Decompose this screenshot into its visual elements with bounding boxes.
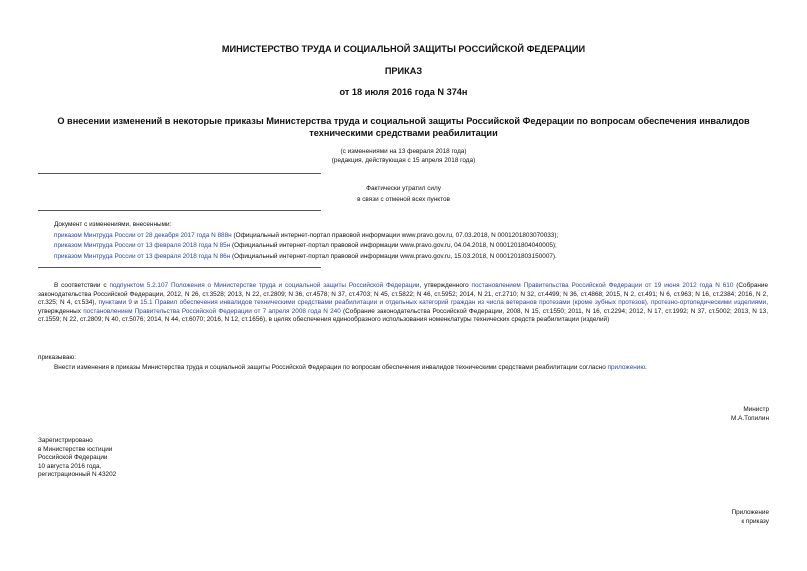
appendix-label: [732, 509, 769, 526]
document-date-number: от 18 июля 2016 года N 374н: [339, 87, 468, 97]
amendment-source: (Официальный интернет-портал правовой информации www.pravo.gov.ru, 15.03.2018, N 0001201803150007).: [230, 252, 557, 260]
appendix-line: Приложение: [731, 509, 769, 516]
registration-line: регистрационный N 43202: [38, 471, 117, 479]
registration-line: Российской Федерации: [38, 454, 108, 462]
regulation-link[interactable]: подпунктом 5.2.107 Положения о Министерстве труда и социальной защиты Российской Федерации: [109, 282, 420, 289]
document-title-line-1: О внесении изменений в некоторые приказы Министерства труда и социальной защиты Российской Федерации по вопросам обеспечения инвалидов: [57, 116, 750, 126]
status-line-2: в связи с отменой всех пунктов: [357, 196, 450, 203]
amendment-link[interactable]: приказом Минтруда России от 13 февраля 2018 года N 85н: [54, 242, 231, 250]
registration-line: Зарегистрировано: [38, 437, 93, 444]
text-run: (Собрание законодательства Российской Федерации, 2012, N 26, ст.3528; 2013, N 22, ст.2809; N 36, ст.4578; N 37, ст.4703; N 45, ст.5822; N 46, ст.5952; 2014, N 21, ст.2710; N 32, ст.4499; N 36, ст.4868; 2015, N 2, ст.491; N 6, ст.963; N 16, ст.2384; 2016, N 2, ст.325; N 4, ст.534),: [38, 282, 769, 307]
appendix-line: к приказу: [741, 517, 769, 525]
appendix-link[interactable]: приложению: [607, 364, 646, 371]
registration-block: [38, 437, 116, 480]
amendment-item: [54, 232, 774, 241]
clause-9-link[interactable]: пунктами 9: [98, 299, 132, 307]
document-title-line-2: техническими средствами реабилитации: [309, 128, 498, 138]
text-run: , утвержденных: [38, 299, 769, 315]
preamble-paragraph: [38, 282, 768, 325]
text-run: и: [131, 299, 141, 307]
ministry-heading: МИНИСТЕРСТВО ТРУДА И СОЦИАЛЬНОЙ ЗАЩИТЫ РОССИЙСКОЙ ФЕДЕРАЦИИ: [221, 44, 586, 54]
amendment-source: (Официальный интернет-портал правовой информации www.pravo.gov.ru, 04.04.2018, N 0001201804040005);: [230, 242, 557, 250]
signature-block: [731, 406, 769, 423]
amendment-item: [54, 253, 774, 262]
text-run: В соответствии с: [54, 282, 110, 289]
amendments-heading: Документ с изменениями, внесенными:: [54, 221, 172, 228]
text-run: (Собрание законодательства Российской Федерации, 2008, N 15, ст.1550; 2011, N 16, ст.2294; 2012, N 17, ст.1992; N 37, ст.5002; 2013, N 13, ст.1559; N 22, ст.2809; N 40, ст.5076; 2014, N 44, ст.6070; 2016, N 12, ст.1656), в целях обеспечения единообразного использования номенклатуры технических средств реабилитации (изделий): [38, 307, 769, 324]
amendment-item: [54, 242, 774, 251]
decree-240-link[interactable]: постановлением Правительства Российской Федерации от 7 апреля 2008 года N 240: [83, 307, 341, 315]
order-paragraph: [38, 364, 768, 373]
document-type: ПРИКАЗ: [384, 66, 423, 76]
amendment-link[interactable]: приказом Минтруда России от 28 декабря 2017 года N 888н: [54, 231, 232, 239]
signatory-position: Министр: [743, 406, 769, 413]
text-run: , утвержденного: [419, 282, 472, 289]
text-run: .: [645, 364, 647, 371]
clause-15-1-link[interactable]: 15.1: [140, 299, 153, 307]
changes-note: (с изменениями на 13 февраля 2018 года): [340, 148, 467, 155]
edition-note: (редакция, действующая с 15 апреля 2018 года): [331, 157, 476, 164]
order-word: приказываю:: [38, 354, 76, 361]
registration-line: в Министерстве юстиции: [38, 445, 113, 453]
divider: [38, 210, 321, 211]
status-line-1: Фактически утратил силу: [366, 185, 441, 192]
amendment-source: (Официальный интернет-портал правовой информации www.pravo.gov.ru, 07.03.2018, N 0001201803070033);: [231, 231, 559, 239]
text-run: Внести изменения в приказы Министерства труда и социальной защиты Российской Федерации по вопросам обеспечения инвалидов техническими средствами реабилитации согласно: [54, 364, 608, 371]
signatory-name: М.А.Топилин: [731, 414, 769, 422]
divider: [38, 173, 321, 174]
divider: [38, 267, 321, 268]
document-title: [0, 115, 807, 139]
rules-link[interactable]: Правил обеспечения инвалидов техническими средствами реабилитации и отдельных категорий граждан из числа ветеранов протезами (кроме зубных протезов), протезно-ортопедическими изделиями: [154, 299, 767, 307]
government-decree-link[interactable]: постановлением Правительства Российской Федерации от 19 июня 2012 года N 610: [471, 282, 734, 289]
amendment-link[interactable]: приказом Минтруда России от 13 февраля 2018 года N 86н: [54, 252, 231, 260]
amendments-block: [54, 221, 774, 261]
registration-line: 10 августа 2016 года,: [38, 462, 102, 470]
